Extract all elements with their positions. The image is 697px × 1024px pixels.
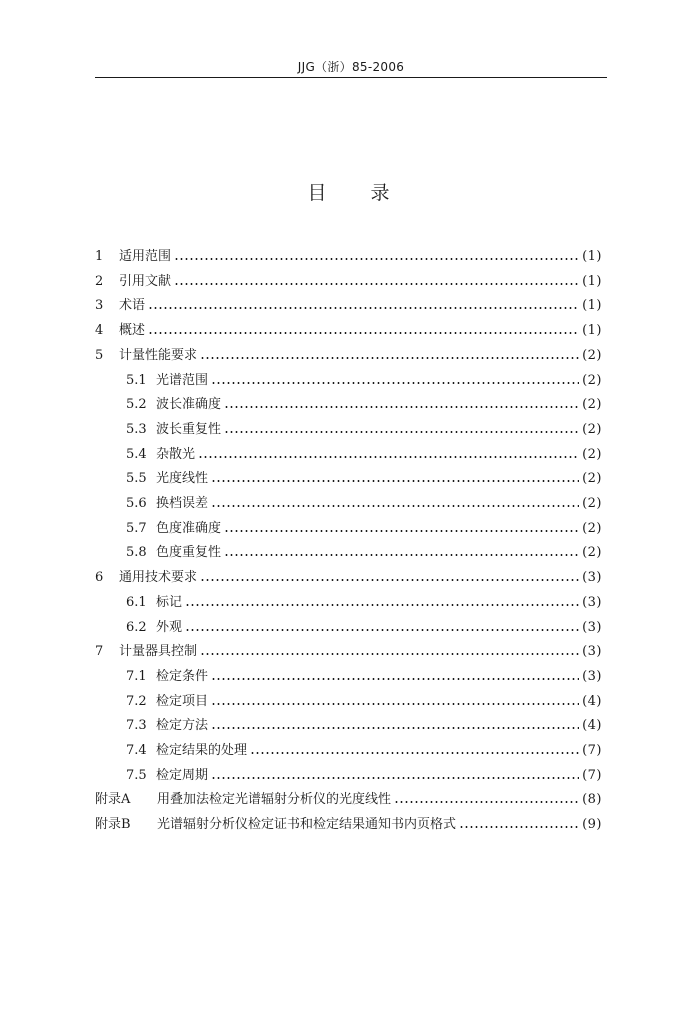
toc-entry	[126, 370, 602, 392]
toc-entry-page: (2)	[582, 545, 602, 561]
toc-entry-page: (3)	[582, 619, 602, 635]
toc-entry-title: 检定结果的处理	[156, 743, 248, 758]
toc-dot-leader	[211, 727, 579, 729]
toc-entry-title: 波长准确度	[156, 397, 222, 413]
toc-dot-leader	[211, 382, 579, 384]
toc-entry-page: (2)	[582, 496, 602, 511]
toc-dot-leader	[211, 480, 579, 482]
toc-dot-leader	[200, 653, 579, 655]
toc-entry-page: (2)	[582, 372, 602, 388]
toc-entry-page: (2)	[582, 397, 602, 413]
toc-entry-number: 5.1	[126, 372, 147, 388]
toc-entry-page: (4)	[582, 693, 602, 709]
toc-entry-number: 7.2	[126, 693, 147, 709]
toc-entry-title: 通用技术要求	[119, 570, 198, 586]
page-title	[0, 178, 697, 205]
toc-entry-page: (1)	[582, 249, 602, 264]
toc-entry	[126, 493, 602, 515]
toc-entry-page: (2)	[582, 520, 602, 536]
header-rule	[95, 77, 607, 78]
toc-entry-title: 换档误差	[156, 496, 209, 511]
toc-entry	[95, 567, 602, 589]
toc-entry	[126, 666, 602, 688]
toc-entry-title: 引用文献	[119, 273, 172, 289]
toc-entry-title: 光谱辐射分析仪检定证书和检定结果通知书内页格式	[157, 817, 457, 833]
toc-entry-title: 光谱范围	[156, 372, 209, 388]
toc-entry-title: 杂散光	[156, 446, 196, 462]
toc-entry	[126, 617, 602, 639]
toc-entry-number: 6	[95, 570, 104, 586]
running-header: JJG（浙）85-2006	[297, 60, 405, 74]
toc-entry	[126, 468, 602, 490]
toc-entry-number: 5.4	[126, 446, 147, 462]
toc-entry	[126, 691, 602, 713]
toc-entry-page: (3)	[582, 570, 602, 586]
toc-entry-number: 5.8	[126, 545, 147, 561]
toc-entry-number: 7.4	[126, 743, 147, 758]
toc-entry-title: 适用范围	[119, 249, 172, 264]
toc-entry-number: 1	[95, 249, 104, 264]
toc-entry	[95, 789, 602, 811]
toc-entry-page: (8)	[582, 792, 602, 808]
page-title-char-2: 录	[370, 182, 390, 204]
toc-entry-number: 5	[95, 347, 104, 363]
toc-dot-leader	[211, 777, 579, 779]
toc-entry	[126, 394, 602, 416]
toc-entry-number: 5.3	[126, 421, 147, 437]
toc-entry-number: 6.2	[126, 619, 147, 635]
toc-entry-page: (2)	[582, 421, 602, 437]
toc-entry-number: 5.2	[126, 397, 147, 413]
toc-entry	[126, 542, 602, 564]
toc-dot-leader	[174, 283, 579, 285]
toc-entry-number: 7.5	[126, 767, 147, 783]
toc-dot-leader	[224, 554, 579, 556]
toc-entry-page: (3)	[582, 668, 602, 684]
toc-dot-leader	[200, 357, 579, 359]
toc-entry-title: 检定周期	[156, 767, 209, 783]
toc-dot-leader	[200, 579, 579, 581]
toc-entry-number: 附录B	[95, 817, 131, 833]
toc-entry-number: 5.7	[126, 520, 147, 536]
toc-entry-page: (7)	[582, 743, 602, 758]
toc-entry-number: 7	[95, 644, 104, 660]
toc-entry-number: 5.6	[126, 496, 147, 511]
toc-entry-title: 概述	[119, 323, 146, 339]
toc-dot-leader	[394, 801, 579, 803]
toc-entry-page: (2)	[582, 471, 602, 487]
toc-entry-title: 标记	[156, 594, 183, 610]
toc-entry-number: 4	[95, 323, 104, 339]
toc-entry-title: 光度线性	[156, 471, 209, 487]
toc-entry	[95, 295, 602, 317]
toc-entry-number: 7.1	[126, 668, 147, 684]
toc-dot-leader	[459, 826, 579, 828]
toc-dot-leader	[224, 406, 579, 408]
toc-entry	[95, 320, 602, 342]
toc-dot-leader	[198, 456, 579, 458]
toc-entry-number: 2	[95, 273, 104, 289]
toc-dot-leader	[211, 703, 579, 705]
toc-entry-page: (3)	[582, 644, 602, 660]
toc-entry	[95, 345, 602, 367]
toc-entry	[126, 419, 602, 441]
toc-entry-title: 计量性能要求	[119, 347, 198, 363]
toc-entry-page: (2)	[582, 347, 602, 363]
toc-entry-number: 7.3	[126, 718, 147, 734]
toc-entry-title: 用叠加法检定光谱辐射分析仪的光度线性	[157, 792, 392, 808]
toc-entry	[126, 715, 602, 737]
toc-entry-title: 波长重复性	[156, 421, 222, 437]
toc-entry-page: (7)	[582, 767, 602, 783]
toc-entry-number: 6.1	[126, 594, 147, 610]
toc-entry-title: 检定条件	[156, 668, 209, 684]
toc-dot-leader	[148, 307, 579, 309]
toc-entry-title: 计量器具控制	[119, 644, 198, 660]
toc-entry	[126, 765, 602, 787]
toc-entry-title: 外观	[156, 619, 183, 635]
toc-dot-leader	[148, 332, 579, 334]
toc-dot-leader	[174, 258, 579, 260]
toc-entry	[126, 518, 602, 540]
toc-entry-title: 检定方法	[156, 718, 209, 734]
toc-entry-number: 5.5	[126, 471, 147, 487]
toc-dot-leader	[224, 530, 579, 532]
toc-entry	[95, 246, 602, 268]
toc-entry-title: 色度重复性	[156, 545, 222, 561]
toc-entry	[95, 814, 602, 836]
toc-dot-leader	[185, 629, 579, 631]
toc-dot-leader	[211, 505, 579, 507]
toc-entry	[126, 592, 602, 614]
toc-entry-page: (3)	[582, 594, 602, 610]
toc-entry-page: (2)	[582, 446, 602, 462]
toc-entry-title: 检定项目	[156, 693, 209, 709]
toc-entry	[95, 271, 602, 293]
toc-entry	[126, 444, 602, 466]
page-title-char-1: 目	[307, 182, 327, 204]
toc-dot-leader	[250, 752, 579, 754]
toc-dot-leader	[185, 604, 579, 606]
toc-entry-title: 术语	[119, 298, 146, 314]
toc-entry-page: (4)	[582, 718, 602, 734]
toc-dot-leader	[224, 431, 579, 433]
toc-entry-number: 3	[95, 298, 104, 314]
toc-entry-title: 色度准确度	[156, 520, 222, 536]
toc-dot-leader	[211, 678, 579, 680]
toc-entry-page: (9)	[582, 817, 602, 833]
toc-entry	[95, 641, 602, 663]
toc-entry-page: (1)	[582, 323, 602, 339]
toc-entry	[126, 740, 602, 762]
toc-entry-number: 附录A	[95, 792, 131, 808]
toc-entry-page: (1)	[582, 273, 602, 289]
toc-entry-page: (1)	[582, 298, 602, 314]
